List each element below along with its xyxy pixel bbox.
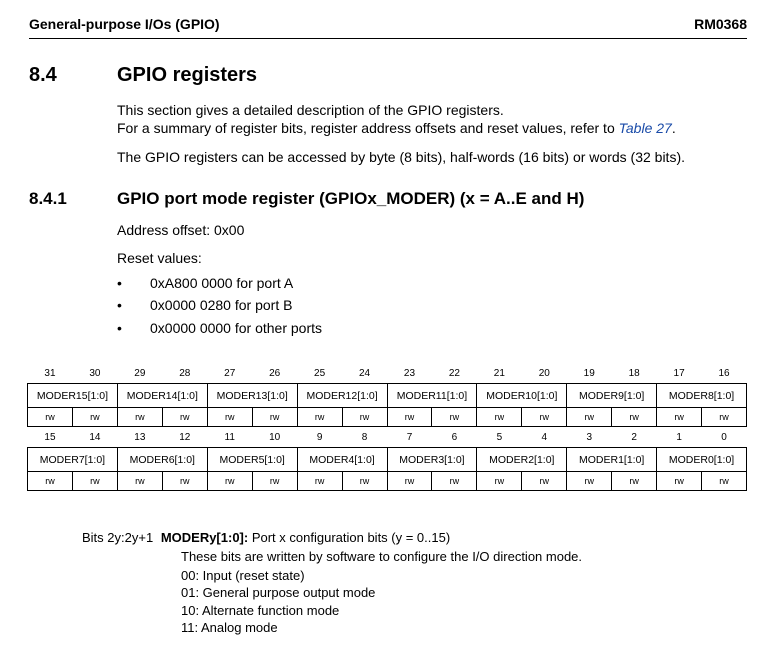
register-field: MODER4[1:0] (297, 448, 387, 472)
register-field: MODER13[1:0] (207, 384, 297, 408)
access-type: rw (342, 408, 387, 427)
field-summary: Port x configuration bits (y = 0..15) (248, 530, 451, 545)
register-field: MODER3[1:0] (387, 448, 477, 472)
bit-number: 19 (583, 367, 595, 379)
bit-number: 26 (269, 367, 281, 379)
register-field: MODER9[1:0] (567, 384, 657, 408)
access-type: rw (72, 472, 117, 491)
access-type: rw (657, 472, 702, 491)
access-type: rw (28, 472, 73, 491)
access-type: rw (297, 472, 342, 491)
mode-option: 00: Input (reset state) (181, 568, 305, 583)
mode-option: 10: Alternate function mode (181, 603, 340, 618)
register-field: MODER15[1:0] (28, 384, 118, 408)
upper-access-row (28, 408, 747, 427)
address-offset: Address offset: 0x00 (117, 222, 245, 238)
access-type: rw (162, 408, 207, 427)
lower-access-row (28, 472, 747, 491)
register-field: MODER1[1:0] (567, 448, 657, 472)
bit-description-heading (82, 530, 450, 545)
header-chapter: General-purpose I/Os (GPIO) (29, 16, 220, 32)
register-field: MODER0[1:0] (657, 448, 747, 472)
access-type: rw (432, 472, 477, 491)
bit-number: 20 (538, 367, 550, 379)
intro-line-3: The GPIO registers can be accessed by byte (8 bits), half-words (16 bits) or words (32 bits). (117, 149, 685, 165)
register-field: MODER5[1:0] (207, 448, 297, 472)
access-type: rw (702, 472, 747, 491)
register-field: MODER12[1:0] (297, 384, 387, 408)
access-type: rw (522, 472, 567, 491)
access-type: rw (522, 408, 567, 427)
access-type: rw (702, 408, 747, 427)
reset-value-port-b: 0x0000 0280 for port B (150, 297, 293, 313)
access-type: rw (162, 472, 207, 491)
bit-number: 29 (134, 367, 146, 379)
access-type: rw (297, 408, 342, 427)
bit-number: 31 (44, 367, 56, 379)
register-bit-table (27, 363, 747, 491)
bullet-marker: • (117, 320, 122, 336)
bullet-marker: • (117, 275, 122, 291)
bit-number: 7 (406, 431, 413, 443)
bit-number: 9 (316, 431, 323, 443)
mode-option: 01: General purpose output mode (181, 585, 376, 600)
reset-values-label: Reset values: (117, 250, 202, 266)
register-field: MODER7[1:0] (28, 448, 118, 472)
intro-line-1: This section gives a detailed description of the GPIO registers. (117, 102, 504, 118)
mode-option: 11: Analog mode (181, 620, 278, 635)
intro-line-2 (117, 120, 676, 137)
bit-number: 6 (451, 431, 458, 443)
bit-number: 4 (541, 431, 548, 443)
bit-number: 0 (721, 431, 727, 443)
access-type: rw (342, 472, 387, 491)
bit-number: 30 (89, 367, 101, 379)
access-type: rw (432, 408, 477, 427)
bit-number: 16 (718, 367, 730, 379)
access-type: rw (387, 408, 432, 427)
register-field: MODER8[1:0] (657, 384, 747, 408)
bit-number: 11 (224, 431, 235, 443)
subsection-number: 8.4.1 (29, 189, 67, 208)
register-field: MODER14[1:0] (117, 384, 207, 408)
intro-line-2-suffix: . (671, 120, 676, 136)
bit-number: 24 (358, 367, 371, 379)
bit-number: 15 (44, 431, 56, 443)
access-type: rw (387, 472, 432, 491)
table-27-link[interactable]: Table 27 (618, 120, 672, 136)
register-field: MODER11[1:0] (387, 384, 477, 408)
access-type: rw (477, 408, 522, 427)
bit-number: 22 (448, 367, 460, 379)
access-type: rw (252, 472, 297, 491)
access-type: rw (567, 408, 612, 427)
reset-value-port-a: 0xA800 0000 for port A (150, 275, 294, 291)
upper-bit-numbers-row (28, 363, 747, 384)
reset-value-other-ports: 0x0000 0000 for other ports (150, 320, 323, 336)
bit-number: 1 (676, 431, 682, 443)
bit-number: 25 (314, 367, 326, 379)
lower-bit-numbers-row (28, 427, 747, 448)
access-type: rw (567, 472, 612, 491)
register-field: MODER10[1:0] (477, 384, 567, 408)
access-type: rw (117, 472, 162, 491)
bit-number: 23 (403, 367, 416, 379)
bit-number: 27 (224, 367, 236, 379)
subsection-title: GPIO port mode register (GPIOx_MODER) (x = A..E and H) (117, 189, 585, 208)
access-type: rw (28, 408, 73, 427)
upper-fields-row (28, 384, 747, 408)
bit-number: 28 (179, 367, 191, 379)
access-type: rw (207, 472, 252, 491)
bit-number: 17 (673, 367, 685, 379)
bit-number: 5 (496, 431, 503, 443)
bit-range: Bits 2y:2y+1 (82, 530, 154, 545)
bit-number: 2 (631, 431, 637, 443)
register-field: MODER2[1:0] (477, 448, 567, 472)
field-name: MODERy[1:0]: (160, 530, 249, 545)
page-header (29, 16, 747, 39)
bit-number: 14 (89, 431, 101, 443)
access-type: rw (612, 472, 657, 491)
access-type: rw (612, 408, 657, 427)
access-type: rw (477, 472, 522, 491)
access-type: rw (207, 408, 252, 427)
bit-number: 3 (586, 431, 592, 443)
access-type: rw (252, 408, 297, 427)
bit-description-text: These bits are written by software to configure the I/O direction mode. (181, 549, 583, 564)
bit-number: 18 (628, 367, 640, 379)
bit-number: 13 (134, 431, 146, 443)
intro-line-2-prefix: For a summary of register bits, register address offsets and reset values, refer to (117, 120, 619, 136)
bit-number: 8 (361, 431, 368, 443)
section-title: GPIO registers (117, 64, 258, 86)
access-type: rw (657, 408, 702, 427)
header-doc-id: RM0368 (694, 16, 747, 32)
bit-number: 12 (179, 431, 191, 443)
lower-fields-row (28, 448, 747, 472)
access-type: rw (117, 408, 162, 427)
bit-number: 21 (493, 367, 505, 379)
register-field: MODER6[1:0] (117, 448, 207, 472)
bit-number: 10 (269, 431, 281, 443)
section-number: 8.4 (29, 64, 57, 86)
access-type: rw (72, 408, 117, 427)
bullet-marker: • (117, 297, 122, 313)
